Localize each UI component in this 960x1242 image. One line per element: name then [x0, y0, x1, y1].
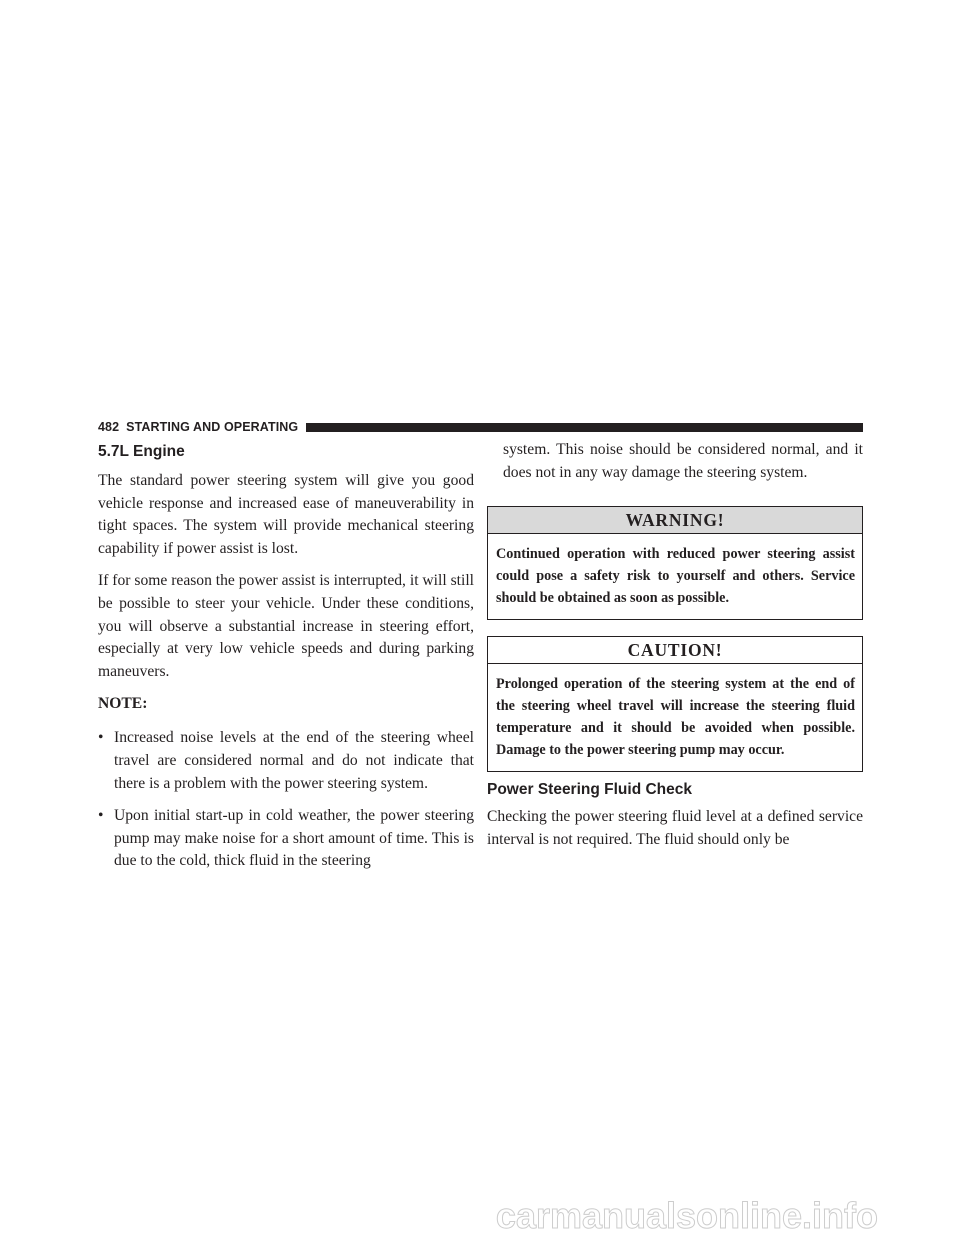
paragraph-power-steering: The standard power steering system will give you good vehicle response and increased ease of maneuverability in tight spaces. The system will provide mechanical steering capability if power assist is lost. — [98, 472, 474, 557]
note-list — [98, 727, 474, 873]
list-item — [98, 805, 474, 873]
caution-text: Prolonged operation of the steering system at the end of the steering wheel travel will increase the steering fluid temperature and it should be avoided when possible. Damage to the power steering pump may occur. — [496, 676, 855, 759]
engine-heading: 5.7L Engine — [98, 443, 185, 460]
list-item-continuation: system. This noise should be considered normal, and it does not in any way damage the steering system. — [503, 441, 863, 481]
page-header — [98, 416, 863, 438]
caution-title: CAUTION! — [488, 637, 862, 664]
note-label: NOTE: — [98, 695, 148, 713]
list-item-text: Increased noise levels at the end of the steering wheel travel are considered normal and do not indicate that there is a problem with the power steering system. — [114, 729, 474, 792]
list-item — [98, 727, 474, 795]
bullet-icon: • — [98, 807, 104, 825]
header-rule — [306, 423, 863, 432]
warning-box — [487, 506, 863, 620]
watermark-text: carmanualsonline.info — [495, 1195, 878, 1236]
left-column — [98, 442, 474, 883]
section-title: STARTING AND OPERATING — [126, 420, 299, 434]
bullet-icon: • — [98, 729, 104, 747]
fluid-check-heading: Power Steering Fluid Check — [487, 781, 692, 799]
paragraph-power-assist: If for some reason the power assist is interrupted, it will still be possible to steer your vehicle. Under these conditions, you will observe a substantial increase in steering effort, especially at very low vehicle speeds and during parking maneuvers. — [98, 572, 474, 680]
page-number: 482 — [98, 420, 120, 434]
warning-title: WARNING! — [488, 507, 862, 534]
caution-box — [487, 636, 863, 772]
list-item-text: Upon initial start-up in cold weather, the power steering pump may make noise for a short amount of time. This is due to the cold, thick fluid in the steering — [114, 807, 474, 870]
warning-text: Continued operation with reduced power steering assist could pose a safety risk to yourself and others. Service should be obtained as soon as possible. — [496, 546, 855, 607]
paragraph-fluid-check: Checking the power steering fluid level at a defined service interval is not required. The fluid should only be — [487, 808, 863, 848]
right-column — [487, 442, 863, 861]
